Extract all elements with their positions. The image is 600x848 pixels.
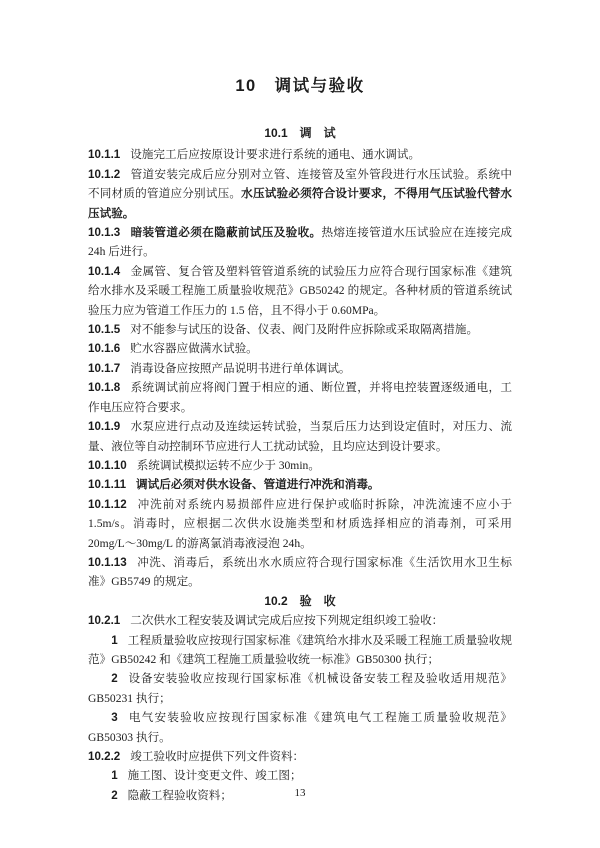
subitem-paragraph <box>88 766 512 785</box>
clause-text-segment: 竣工验收时应提供下列文件资料： <box>130 750 305 763</box>
section-heading: 10.2 验 收 <box>264 593 336 608</box>
clause-text-segment: 工程质量验收应按现行国家标准《建筑给水排水及采暖工程施工质量验收规范》GB50242 和《建筑工程施工质量验收统一标准》GB50300 执行； <box>88 633 512 666</box>
clause-paragraph <box>88 165 512 223</box>
clause-text-segment: 管道安装完成后应分别对立管、连接管及室外管段进行水压试验。系统中不同材质的管道应分别试压。 <box>88 167 512 201</box>
clause-number: 10.1.6 <box>88 342 121 356</box>
clause-text-segment: 冲洗前对系统内易损部件应进行保护或临时拆除，冲洗流速不应小于 1.5m/s。消毒时，应根据二次供水设施类型和材质选择相应的消毒剂，可采用 20mg/L～30mg/L 的游离氯消毒液浸泡 24h。 <box>88 497 512 550</box>
clause-paragraph <box>88 495 512 553</box>
clause-text-segment: 冲洗、消毒后，系统出水水质应符合现行国家标准《生活饮用水卫生标准》GB5749 的规定。 <box>88 555 512 589</box>
clause-text-segment: 设备安装验收应按现行国家标准《机械设备安装工程及验收适用规范》GB50231 执行； <box>88 672 512 705</box>
clause-number: 10.2.1 <box>88 614 121 628</box>
clause-paragraph <box>88 262 512 320</box>
clause-number: 10.1.7 <box>88 361 121 375</box>
page-number: 13 <box>294 787 306 799</box>
clause-paragraph <box>88 553 512 592</box>
clause-text-segment: 隐蔽工程验收资料； <box>127 788 232 802</box>
clause-text-segment: 系统调试前应将阀门置于相应的通、断位置，并将电控装置逐级通电，工作电压应符合要求。 <box>88 381 512 414</box>
clause-paragraph <box>88 456 512 475</box>
clause-number: 10.1.11 <box>88 478 127 492</box>
subitem-paragraph <box>88 708 512 747</box>
subitem-number: 2 <box>111 672 118 686</box>
clause-number: 10.1.4 <box>88 264 121 278</box>
document-body <box>88 124 512 805</box>
clause-paragraph <box>88 747 512 766</box>
subitem-paragraph <box>88 669 512 708</box>
clause-text-segment: 电气安装验收应按现行国家标准《建筑电气工程施工质量验收规范》GB50303 执行。 <box>88 711 512 744</box>
clause-text-segment: 二次供水工程安装及调试完成后应按下列规定组织竣工验收： <box>130 614 444 628</box>
clause-number: 10.1.2 <box>88 167 121 181</box>
clause-number: 10.1.13 <box>88 555 127 569</box>
clause-text-segment: 水压试验必须符合设计要求，不得用气压试验代替水压试验。 <box>88 187 512 220</box>
clause-paragraph <box>88 378 512 417</box>
subitem-number: 3 <box>111 711 118 725</box>
clause-paragraph <box>88 611 512 630</box>
clause-number: 10.1.12 <box>88 497 127 511</box>
clause-text-segment: 调试后必须对供水设备、管道进行冲洗和消毒。 <box>136 478 380 492</box>
chapter-title: 10 调试与验收 <box>235 77 365 95</box>
clause-text-segment: 设施完工后应按原设计要求进行系统的通电、通水调试。 <box>130 148 421 162</box>
clause-text-segment: 对不能参与试压的设备、仪表、阀门及附件应拆除或采取隔离措施。 <box>130 323 479 337</box>
clause-text-segment: 金属管、复合管及塑料管管道系统的试验压力应符合现行国家标准《建筑给水排水及采暖工程施工质量验收规范》GB50242 的规定。各种材质的管道系统试验压力应为管道工作压力的 1.5 倍，且不得小于 0.60MPa。 <box>88 264 512 317</box>
clause-paragraph <box>88 223 512 262</box>
clause-text-segment: 水泵应进行点动及连续运转试验，当泵后压力达到设定值时，对压力、流量、液位等自动控制环节应进行人工扰动试验，且均应达到设计要求。 <box>88 420 512 453</box>
section-heading: 10.1 调 试 <box>264 126 336 140</box>
clause-number: 10.1.3 <box>88 226 121 240</box>
clause-number: 10.1.5 <box>88 323 121 337</box>
clause-text-segment: 系统调试模拟运转不应少于 30min。 <box>136 458 320 472</box>
clause-paragraph <box>88 359 512 378</box>
clause-text-segment: 热熔连接管道水压试验应在连接完成 24h 后进行。 <box>88 226 512 259</box>
clause-text-segment: 贮水容器应做满水试验。 <box>130 342 258 356</box>
clause-number: 10.1.9 <box>88 420 121 434</box>
clause-number: 10.1.10 <box>88 458 127 472</box>
clause-number: 10.2.2 <box>88 750 121 763</box>
subitem-number: 1 <box>111 769 118 783</box>
clause-text-segment: 暗装管道必须在隐蔽前试压及验收。 <box>130 226 322 240</box>
clause-paragraph <box>88 145 512 164</box>
clause-paragraph <box>88 475 512 494</box>
clause-number: 10.1.8 <box>88 381 121 395</box>
clause-number: 10.1.1 <box>88 148 121 162</box>
subitem-number: 2 <box>111 788 118 802</box>
subitem-paragraph <box>88 631 512 670</box>
subitem-number: 1 <box>111 633 118 647</box>
clause-paragraph <box>88 320 512 339</box>
clause-text-segment: 施工图、设计变更文件、竣工图； <box>127 769 302 783</box>
clause-paragraph <box>88 339 512 358</box>
clause-text-segment: 消毒设备应按照产品说明书进行单体调试。 <box>130 361 351 375</box>
clause-paragraph <box>88 417 512 456</box>
